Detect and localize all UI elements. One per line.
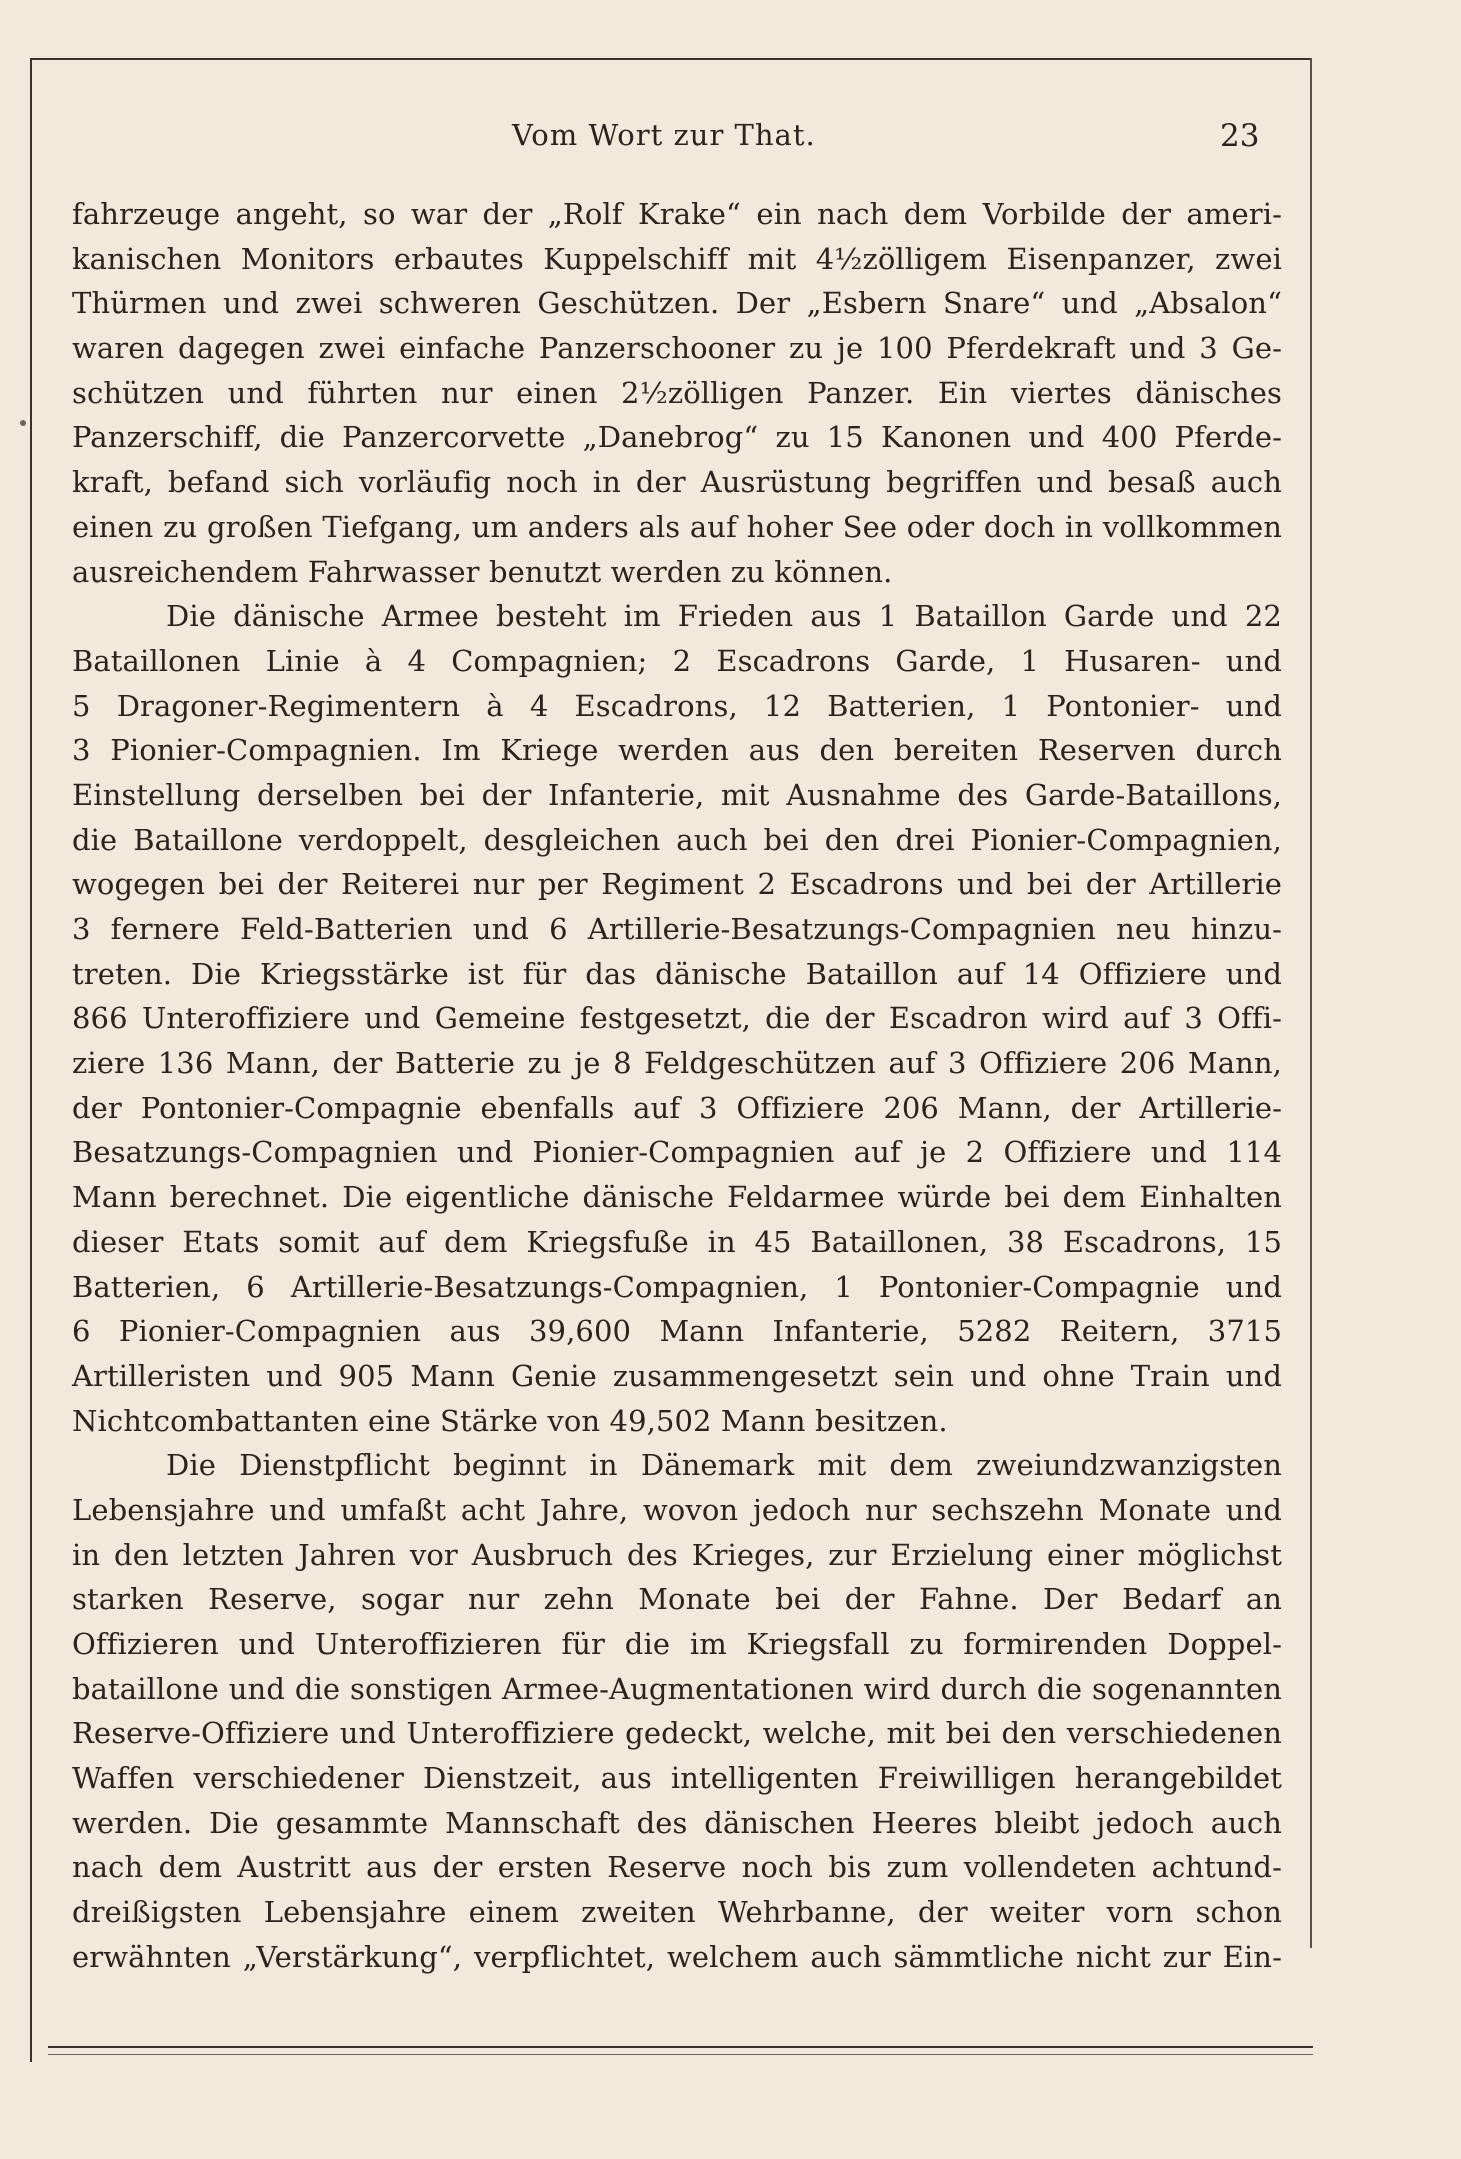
text-line: kanischen Monitors erbautes Kuppelschiff mit 4½zölligem Eisenpanzer, zwei (72, 241, 1282, 276)
text-line: waren dagegen zwei einfache Panzerschooner zu je 100 Pferdekraft und 3 Ge- (72, 331, 1282, 366)
text-line: Einstellung derselben bei der Infanterie, mit Ausnahme des Garde-Bataillons, (72, 777, 1282, 812)
text-line: Thürmen und zwei schweren Geschützen. Der „Esbern Snare“ und „Absalon“ (72, 286, 1282, 321)
text-line: Artilleristen und 905 Mann Genie zusammengesetzt sein und ohne Train und (72, 1358, 1282, 1393)
text-line: 3 Pionier-Compagnien. Im Kriege werden aus den bereiten Reserven durch (72, 733, 1282, 768)
text-line: in den letzten Jahren vor Ausbruch des Krieges, zur Erzielung einer möglichst (72, 1537, 1282, 1572)
text-line: fahrzeuge angeht, so war der „Rolf Krake“ ein nach dem Vorbilde der ameri- (72, 197, 1282, 231)
text-line: 3 fernere Feld-Batterien und 6 Artillerie-Besatzungs-Compagnien neu hinzu- (72, 912, 1282, 946)
page-border-bottom-inner (48, 2054, 1313, 2055)
text-line: Panzerschiff, die Panzercorvette „Danebrog“ zu 15 Kanonen und 400 Pferde- (72, 420, 1282, 455)
margin-mark (20, 420, 26, 426)
text-line: einen zu großen Tiefgang, um anders als auf hoher See oder doch in vollkommen (72, 509, 1282, 544)
text-line: 5 Dragoner-Regimentern à 4 Escadrons, 12 Batterien, 1 Pontonier- und (72, 688, 1282, 723)
text-line: 866 Unteroffiziere und Gemeine festgesetzt, die der Escadron wird auf 3 Offi- (72, 1001, 1282, 1036)
text-line: Lebensjahre und umfaßt acht Jahre, wovon jedoch nur sechszehn Monate und (72, 1492, 1282, 1527)
running-title: Vom Wort zur That. (512, 118, 816, 152)
text-line: die Bataillone verdoppelt, desgleichen auch bei den drei Pionier-Compagnien, (72, 822, 1282, 857)
text-line: wogegen bei der Reiterei nur per Regiment 2 Escadrons und bei der Artillerie (72, 867, 1282, 902)
text-line: werden. Die gesammte Mannschaft des dänischen Heeres bleibt jedoch auch (72, 1805, 1282, 1840)
text-line: der Pontonier-Compagnie ebenfalls auf 3 Offiziere 206 Mann, der Artillerie- (72, 1090, 1282, 1125)
text-line: 6 Pionier-Compagnien aus 39,600 Mann Infanterie, 5282 Reitern, 3715 (72, 1314, 1282, 1349)
text-line: bataillone und die sonstigen Armee-Augmentationen wird durch die sogenannten (72, 1671, 1282, 1706)
text-line: Besatzungs-Compagnien und Pionier-Compagnien auf je 2 Offiziere und 114 (72, 1135, 1282, 1170)
text-line: schützen und führten nur einen 2½zölligen Panzer. Ein viertes dänisches (72, 375, 1282, 410)
text-line: Waffen verschiedener Dienstzeit, aus intelligenten Freiwilligen herangebildet (72, 1761, 1282, 1796)
page-border-right (1310, 58, 1312, 1948)
text-line: Batterien, 6 Artillerie-Besatzungs-Compagnien, 1 Pontonier-Compagnie und (72, 1269, 1282, 1304)
text-line: nach dem Austritt aus der ersten Reserve noch bis zum vollendeten achtund- (72, 1850, 1282, 1885)
text-line: kraft, befand sich vorläufig noch in der Ausrüstung begriffen und besaß auch (72, 465, 1282, 500)
text-line: Reserve-Offiziere und Unteroffiziere gedeckt, welche, mit bei den verschiedenen (72, 1716, 1282, 1751)
text-line: Bataillonen Linie à 4 Compagnien; 2 Escadrons Garde, 1 Husaren- und (72, 643, 1282, 678)
text-line: Die Dienstpflicht beginnt in Dänemark mit dem zweiundzwanzigsten (166, 1448, 1282, 1483)
body-text (72, 192, 1282, 1980)
page-number: 23 (1220, 118, 1260, 154)
text-line: treten. Die Kriegsstärke ist für das dänische Bataillon auf 14 Offiziere und (72, 956, 1282, 991)
text-line: dieser Etats somit auf dem Kriegsfuße in 45 Bataillonen, 38 Escadrons, 15 (72, 1224, 1282, 1259)
text-line: starken Reserve, sogar nur zehn Monate bei der Fahne. Der Bedarf an (72, 1582, 1282, 1617)
running-head (0, 118, 1461, 158)
page-border-bottom (48, 2046, 1313, 2048)
text-line: ziere 136 Mann, der Batterie zu je 8 Feldgeschützen auf 3 Offiziere 206 Mann, (72, 1046, 1282, 1081)
text-line: Die dänische Armee besteht im Frieden aus 1 Bataillon Garde und 22 (166, 599, 1282, 634)
text-line: Nichtcombattanten eine Stärke von 49,502 Mann besitzen. (72, 1403, 948, 1438)
text-line: ausreichendem Fahrwasser benutzt werden zu können. (72, 554, 893, 589)
text-line: dreißigsten Lebensjahre einem zweiten Wehrbanne, der weiter vorn schon (72, 1895, 1282, 1930)
text-line: Offizieren und Unteroffizieren für die im Kriegsfall zu formirenden Doppel- (72, 1627, 1282, 1661)
text-line: erwähnten „Verstärkung“, verpflichtet, welchem auch sämmtliche nicht zur Ein- (72, 1939, 1282, 1974)
text-line: Mann berechnet. Die eigentliche dänische Feldarmee würde bei dem Einhalten (72, 1180, 1282, 1215)
